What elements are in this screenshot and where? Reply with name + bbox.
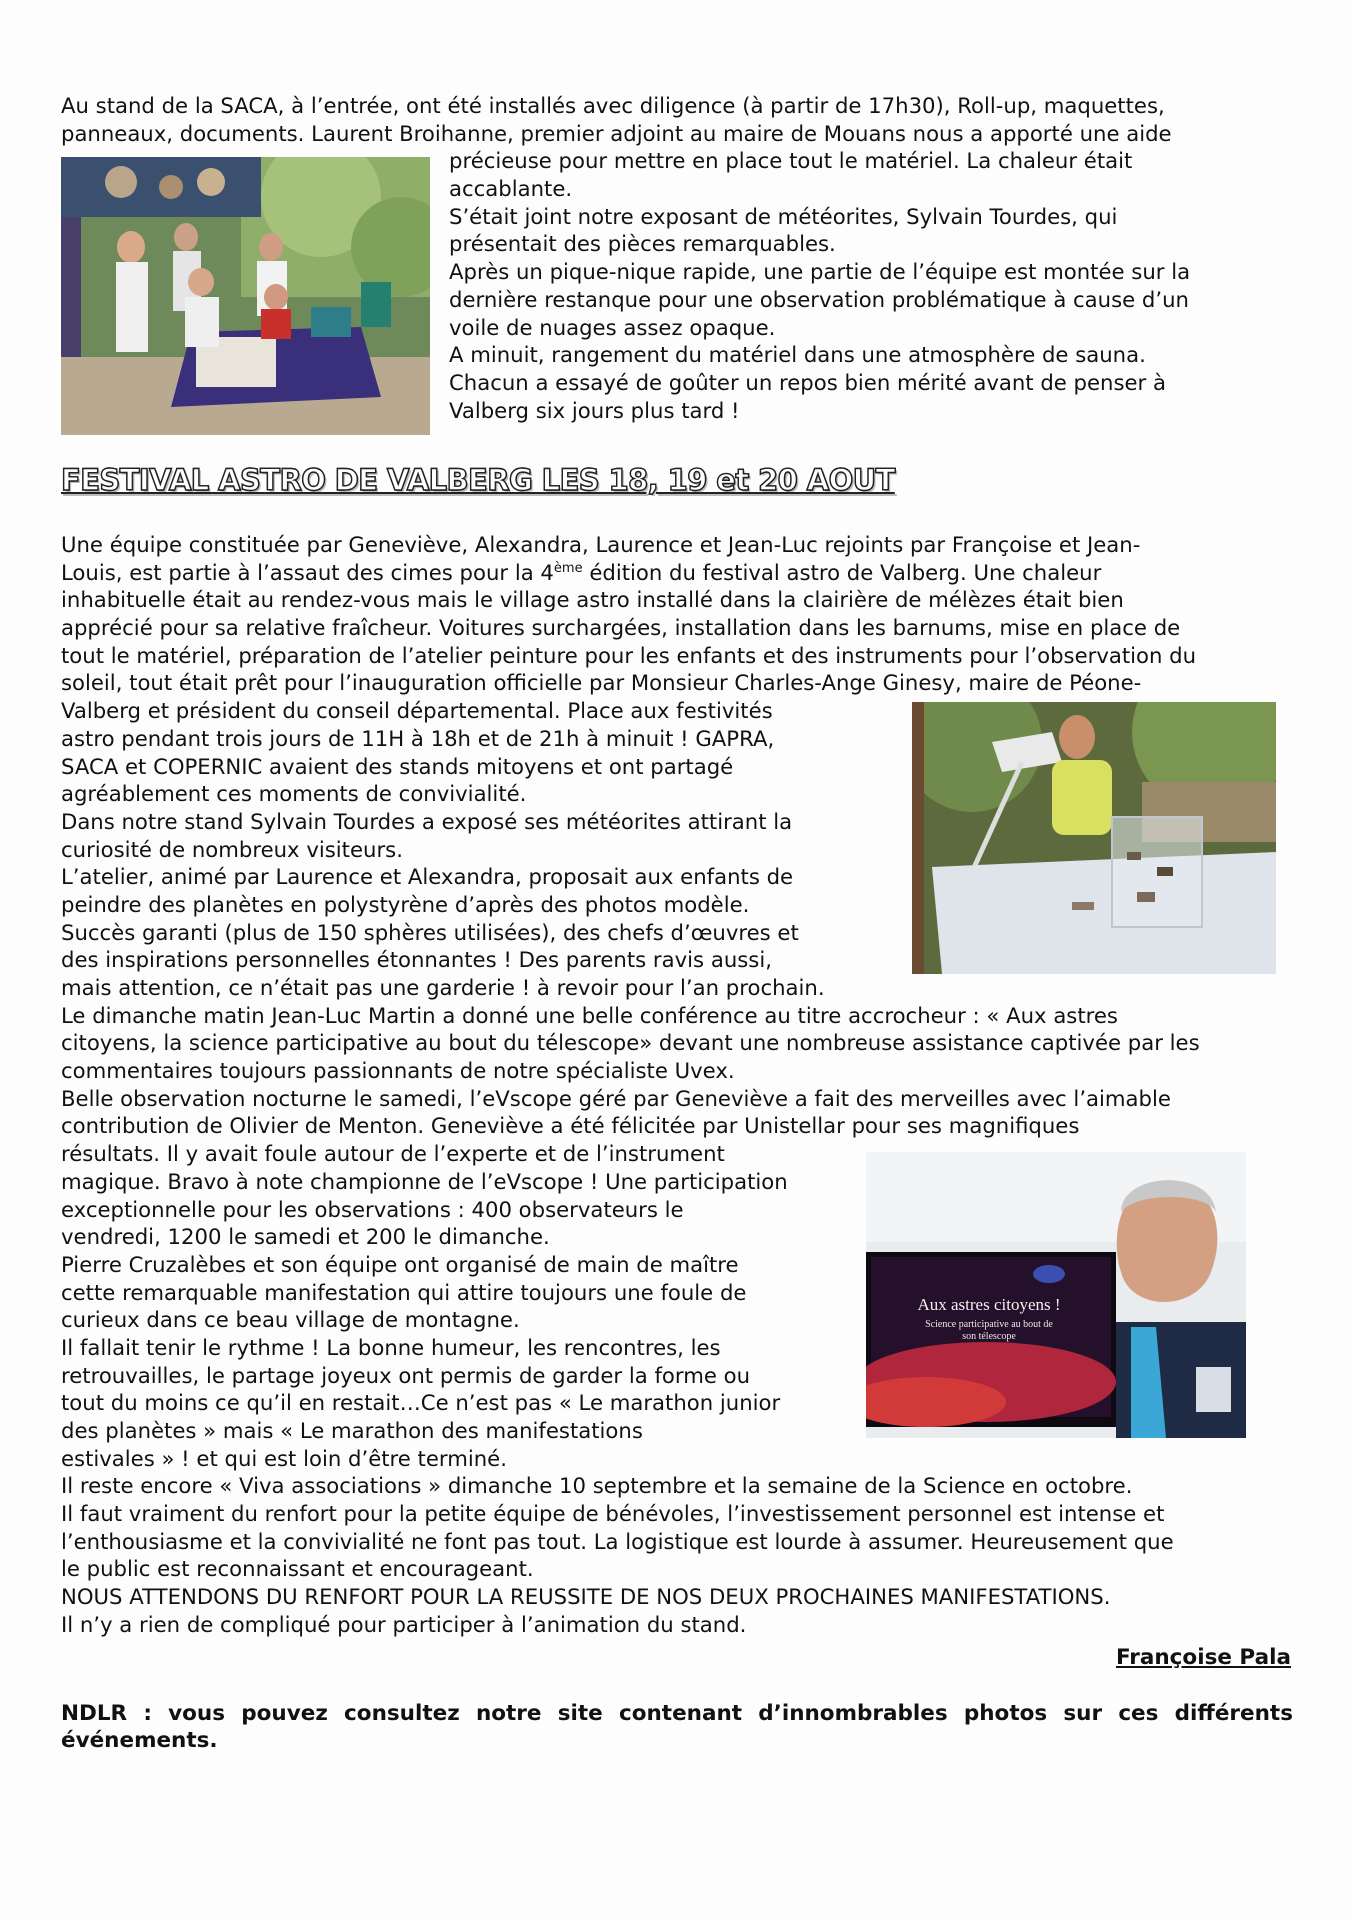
superscript: ème (553, 560, 583, 576)
text-line: Succès garanti (plus de 150 sphères utilisées), des chefs d’œuvres et (61, 919, 799, 945)
text-line: cette remarquable manifestation qui attire toujours une foule de (61, 1279, 747, 1305)
text-line: tout du moins ce qu’il en restait…Ce n’est pas « Le marathon junior (61, 1390, 781, 1416)
text-line: A minuit, rangement du matériel dans une atmosphère de sauna. (449, 342, 1146, 368)
text-line: l’enthousiasme et la convivialité ne font pas tout. La logistique est lourde à assumer. Heureusement que (61, 1528, 1174, 1554)
text-line: Dans notre stand Sylvain Tourdes a exposé ses météorites attirant la (61, 808, 793, 834)
text-line: peindre des planètes en polystyrène d’après des photos modèle. (61, 891, 750, 917)
photo-meteorite-stand (912, 702, 1276, 974)
text-line: SACA et COPERNIC avaient des stands mitoyens et ont partagé (61, 753, 734, 779)
editor-note: NDLR : vous pouvez consultez notre site contenant d’innombrables photos sur ces différents événements. (61, 1701, 1293, 1753)
text-line: curieux dans ce beau village de montagne. (61, 1307, 520, 1333)
text-line: Valberg et président du conseil départemental. Place aux festivités (61, 698, 773, 724)
text-line: Il n’y a rien de compliqué pour participer à l’animation du stand. (61, 1611, 747, 1637)
slide-subtitle-1: Science participative au bout de (925, 1319, 1053, 1330)
text-line: L’atelier, animé par Laurence et Alexandra, proposait aux enfants de (61, 864, 794, 890)
text-segment: édition du festival astro de Valberg. Une chaleur (582, 559, 1102, 585)
text-line: estivales » ! et qui est loin d’être terminé. (61, 1445, 507, 1471)
text-line: Il reste encore « Viva associations » dimanche 10 septembre et la semaine de la Science en octobre. (61, 1473, 1133, 1499)
text-line: précieuse pour mettre en place tout le matériel. La chaleur était (449, 148, 1133, 174)
text-line: Chacun a essayé de goûter un repos bien mérité avant de penser à (449, 369, 1166, 395)
text-line: Il fallait tenir le rythme ! La bonne humeur, les rencontres, les (61, 1334, 721, 1360)
text-line: magique. Bravo à note championne de l’eVscope ! Une participation (61, 1168, 788, 1194)
text-line: des inspirations personnelles étonnantes ! Des parents ravis aussi, (61, 947, 772, 973)
article-body (61, 531, 1293, 1639)
text-line: curiosité de nombreux visiteurs. (61, 836, 403, 862)
text-line: agréablement ces moments de convivialité. (61, 781, 527, 807)
text-line: S’était joint notre exposant de météorites, Sylvain Tourdes, qui (449, 203, 1118, 229)
text-line: voile de nuages assez opaque. (449, 314, 776, 340)
text-line: résultats. Il y avait foule autour de l’experte et de l’instrument (61, 1141, 725, 1167)
text-line: inhabituelle était au rendez-vous mais le village astro installé dans la clairière de mélèzes était bien (61, 587, 1124, 613)
text-line: panneaux, documents. Laurent Broihanne, premier adjoint au maire de Mouans nous a apporté une aide (61, 120, 1172, 146)
text-line: apprécié pour sa relative fraîcheur. Voitures surchargées, installation dans les barnums, mise en place de (61, 615, 1181, 641)
text-segment: Louis, est partie à l’assaut des cimes pour la 4 (61, 559, 554, 585)
text-line: soleil, tout était prêt pour l’inauguration officielle par Monsieur Charles-Ange Ginesy, maire de Péone- (61, 670, 1142, 696)
text-line: retrouvailles, le partage joyeux ont permis de garder la forme ou (61, 1362, 751, 1388)
text-line: astro pendant trois jours de 11H à 18h et de 21h à minuit ! GAPRA, (61, 725, 775, 751)
text-line: citoyens, la science participative au bout du télescope» devant une nombreuse assistance captivée par les (61, 1030, 1200, 1056)
text-line: Au stand de la SACA, à l’entrée, ont été installés avec diligence (à partir de 17h30), Roll-up, maquettes, (61, 93, 1165, 118)
text-line: mais attention, ce n’était pas une garderie ! à revoir pour l’an prochain. (61, 975, 825, 1000)
text-line: tout le matériel, préparation de l’atelier peinture pour les enfants et des instruments pour l’observation du (61, 642, 1197, 668)
photo-saca-stand (61, 157, 430, 435)
text-line: commentaires toujours passionnants de notre spécialiste Uvex. (61, 1058, 735, 1084)
text-line: Une équipe constituée par Geneviève, Alexandra, Laurence et Jean-Luc rejoints par Françoise et Jean- (61, 532, 1141, 557)
text-line: présentait des pièces remarquables. (449, 231, 836, 257)
text-line: NOUS ATTENDONS DU RENFORT POUR LA REUSSITE DE NOS DEUX PROCHAINES MANIFESTATIONS. (61, 1584, 1111, 1610)
text-line: dernière restanque pour une observation problématique à cause d’un (449, 286, 1189, 312)
text-line: contribution de Olivier de Menton. Geneviève a été félicitée par Unistellar pour ses magnifiques (61, 1113, 1080, 1139)
text-line: vendredi, 1200 le samedi et 200 le dimanche. (61, 1224, 550, 1250)
text-line: des planètes » mais « Le marathon des manifestations (61, 1418, 643, 1443)
text-line: Belle observation nocturne le samedi, l’eVscope géré par Geneviève a fait des merveilles avec l’aimable (61, 1085, 1171, 1111)
text-line: Valberg six jours plus tard ! (449, 397, 740, 423)
text-line: accablante. (449, 176, 573, 202)
text-line: exceptionnelle pour les observations : 400 observateurs le (61, 1196, 684, 1222)
photo-conference (866, 1152, 1246, 1438)
text-line: Le dimanche matin Jean-Luc Martin a donné une belle conférence au titre accrocheur : « Aux astres (61, 1002, 1118, 1028)
text-line: Il faut vraiment du renfort pour la petite équipe de bénévoles, l’investissement personnel est intense et (61, 1501, 1165, 1527)
slide-subtitle-2: son télescope (962, 1331, 1016, 1342)
text-line: le public est reconnaissant et encourageant. (61, 1556, 534, 1582)
author-signature: Françoise Pala (1115, 1645, 1291, 1670)
text-line: Pierre Cruzalèbes et son équipe ont organisé de main de maître (61, 1251, 739, 1277)
slide-title: Aux astres citoyens ! (917, 1295, 1061, 1314)
section-title: FESTIVAL ASTRO DE VALBERG LES 18, 19 et 20 AOUT (61, 463, 895, 497)
text-line: Après un pique-nique rapide, une partie de l’équipe est montée sur la (449, 259, 1191, 285)
text-line (61, 559, 1293, 587)
